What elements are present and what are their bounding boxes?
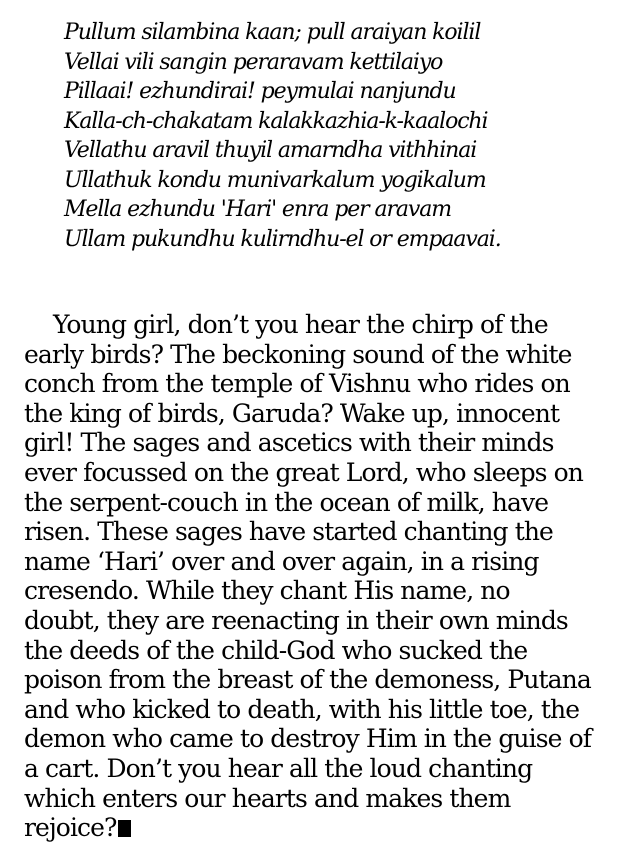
- verse-line: Ullathuk kondu munivarkalum yogikalum: [64, 167, 486, 193]
- end-of-article-icon: [118, 820, 131, 837]
- verse-line: Mella ezhundu 'Hari' enra per aravam: [64, 197, 452, 222]
- prose-line: poison from the breast of the demoness, Putana: [24, 665, 591, 695]
- prose-line-last: [24, 813, 630, 843]
- verse-line: Ullam pukundhu kulirndhu-el or empaavai.: [64, 226, 501, 252]
- prose-line: Young girl, don’t you hear the chirp of the: [53, 310, 548, 339]
- prose-line: the king of birds, Garuda? Wake up, innocent: [24, 398, 560, 428]
- prose-line: girl! The sages and ascetics with their minds: [24, 428, 554, 458]
- prose-line: doubt, they are reenacting in their own minds: [24, 605, 568, 635]
- prose-line-text: rejoice?: [24, 813, 117, 843]
- prose-line: and who kicked to death, with his little toe, the: [24, 694, 580, 724]
- prose-line: the serpent-couch in the ocean of milk, have: [24, 487, 549, 517]
- prose-line: name ‘Hari’ over and over again, in a rising: [24, 546, 539, 576]
- prose-line: a cart. Don’t you hear all the loud chanting: [24, 753, 533, 783]
- verse-line: Vellai vili sangin peraravam kettilaiyo: [64, 49, 443, 75]
- verse-line: Vellathu aravil thuyil amarndha vithhinai: [64, 138, 477, 163]
- prose-line: which enters our hearts and makes them: [24, 783, 511, 813]
- verse-line: Kalla-ch-chakatam kalakkazhia-k-kaalochi: [64, 108, 488, 134]
- prose-line: cresendo. While they chant His name, no: [24, 576, 510, 606]
- prose-line: demon who came to destroy Him in the guise of: [24, 724, 592, 754]
- prose-line: conch from the temple of Vishnu who rides on: [24, 369, 570, 399]
- prose-line: risen. These sages have started chanting the: [24, 517, 553, 547]
- translation-paragraph: [24, 310, 630, 843]
- prose-line: the deeds of the child-God who sucked the: [24, 635, 528, 665]
- verse-line: Pillaai! ezhundirai! peymulai nanjundu: [64, 79, 456, 104]
- verse-block: [64, 18, 624, 254]
- verse-line: Pullum silambina kaan; pull araiyan koilil: [64, 20, 481, 45]
- prose-line: early birds? The beckoning sound of the white: [24, 339, 572, 369]
- prose-line: ever focussed on the great Lord, who sleeps on: [24, 457, 584, 487]
